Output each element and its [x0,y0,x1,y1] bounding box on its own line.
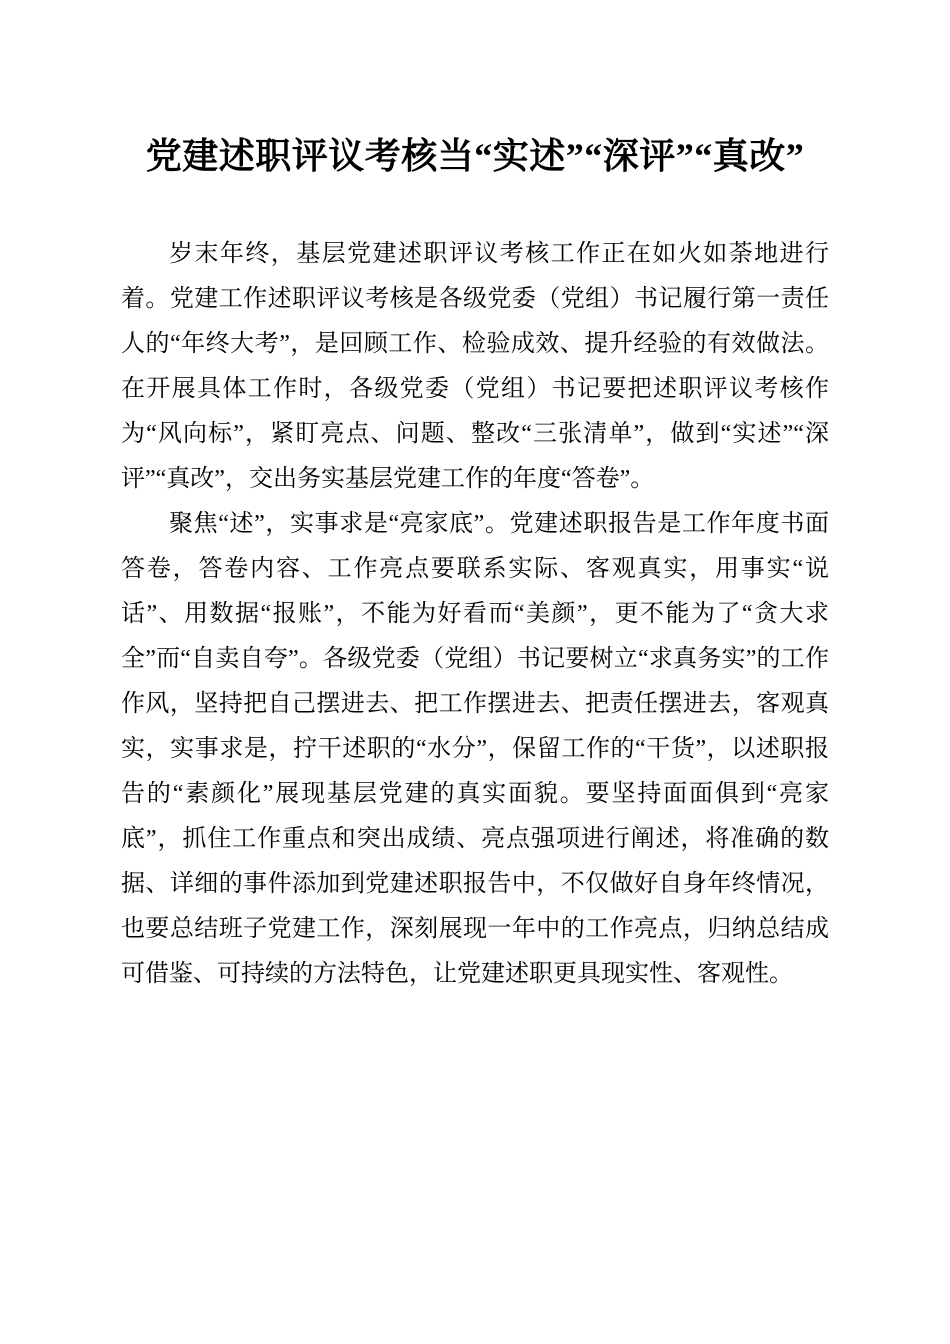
paragraph-1: 岁末年终，基层党建述职评议考核工作正在如火如荼地进行着。党建工作述职评议考核是各级党委（党组）书记履行第一责任人的“年终大考”，是回顾工作、检验成效、提升经验的有效做法。在开展具体工作时，各级党委（党组）书记要把述职评议考核作为“风向标”，紧盯亮点、问题、整改“三张清单”，做到“实述”“深评”“真改”，交出务实基层党建工作的年度“答卷”。 [121,240,829,492]
document-title: 党建述职评议考核当“实述”“深评”“真改” [145,136,805,176]
paragraph-2: 聚焦“述”，实事求是“亮家底”。党建述职报告是工作年度书面答卷，答卷内容、工作亮点要联系实际、客观真实，用事实“说话”、用数据“报账”，不能为好看而“美颜”，更不能为了“贪大求全”而“自卖自夸”。各级党委（党组）书记要树立“求真务实”的工作作风，坚持把自己摆进去、把工作摆进去、把责任摆进去，客观真实，实事求是，拧干述职的“水分”，保留工作的“干货”，以述职报告的“素颜化”展现基层党建的真实面貌。要坚持面面俱到“亮家底”，抓住工作重点和突出成绩、亮点强项进行阐述，将准确的数据、详细的事件添加到党建述职报告中，不仅做好自身年终情况，也要总结班子党建工作，深刻展现一年中的工作亮点，归纳总结成可借鉴、可持续的方法特色，让党建述职更具现实性、客观性。 [121,510,829,987]
document-body [121,232,829,997]
